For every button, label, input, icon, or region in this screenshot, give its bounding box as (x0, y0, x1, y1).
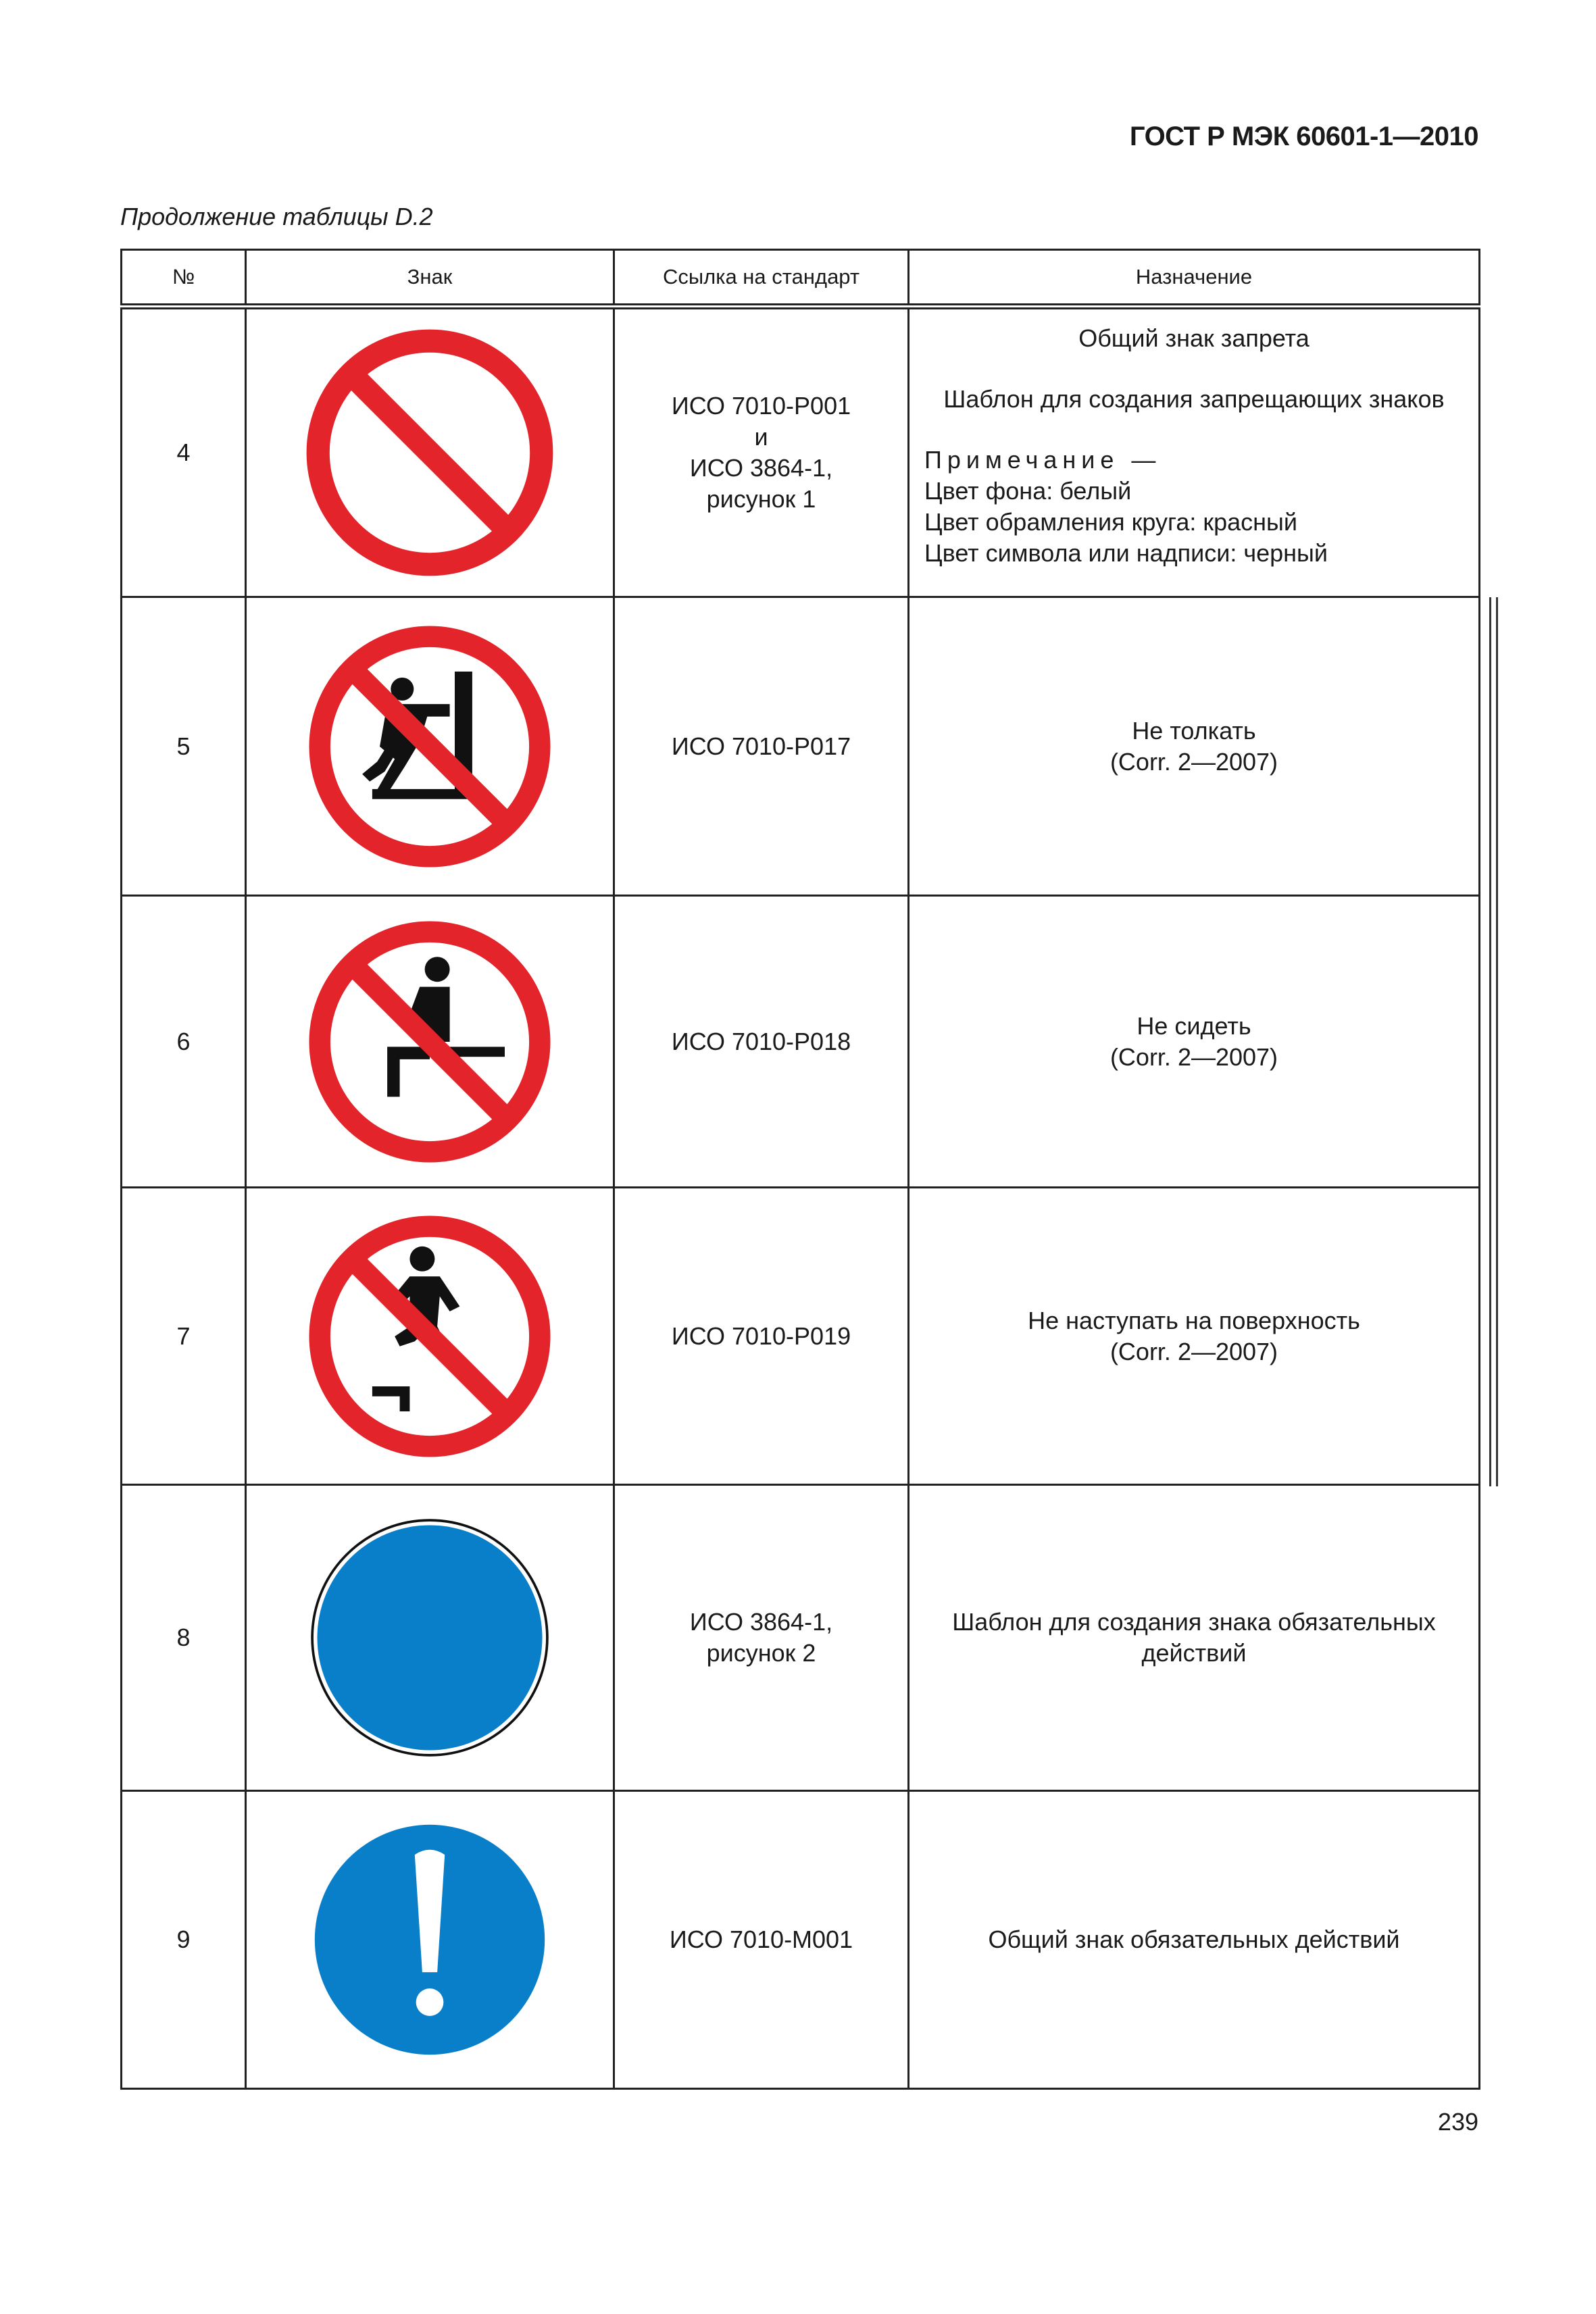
table-row (122, 1188, 1480, 1485)
standard-reference (614, 597, 909, 896)
column-header-purpose: Назначение (909, 250, 1480, 307)
reference-line: ИСО 7010-P019 (671, 1322, 851, 1350)
table-row (122, 896, 1480, 1188)
row-number: 5 (122, 597, 246, 896)
mandatory-template-icon (305, 1513, 555, 1763)
purpose-cell (909, 1188, 1480, 1485)
no-stepping-icon (305, 1211, 555, 1461)
reference-line: ИСО 7010-P001 (671, 392, 851, 420)
purpose-line: Не наступать на поверхность (1028, 1306, 1360, 1334)
reference-line: ИСО 7010-M001 (669, 1926, 853, 1953)
standard-reference (614, 307, 909, 597)
signs-table (120, 249, 1480, 2090)
purpose-title: Общий знак запрета (1078, 324, 1310, 352)
table-row (122, 307, 1480, 597)
purpose-cell (909, 1791, 1480, 2089)
reference-line: рисунок 2 (706, 1639, 816, 1667)
purpose-line: Не толкать (1132, 716, 1256, 745)
table-row (122, 1791, 1480, 2089)
general-prohibition-icon (301, 324, 558, 581)
purpose-line: Не сидеть (1137, 1011, 1251, 1040)
note-label: Примечание — (924, 446, 1162, 474)
purpose-subtitle: Шаблон для создания запрещающих знаков (943, 385, 1445, 413)
reference-line: и (754, 423, 768, 451)
change-bar-left (1489, 597, 1491, 1486)
column-header-reference: Ссылка на стандарт (614, 250, 909, 307)
reference-line: ИСО 7010-P018 (671, 1027, 851, 1055)
sign-cell (246, 307, 614, 597)
note-line: Цвет фона: белый (924, 477, 1132, 505)
purpose-cell (909, 896, 1480, 1188)
column-header-number: № (122, 250, 246, 307)
standard-reference (614, 896, 909, 1188)
row-number: 4 (122, 307, 246, 597)
purpose-line: действий (1141, 1639, 1247, 1667)
reference-line: ИСО 3864-1, (689, 1608, 833, 1636)
no-pushing-icon (305, 622, 555, 872)
reference-line: ИСО 7010-P017 (671, 732, 851, 760)
purpose-line: Общий знак обязательных действий (988, 1926, 1400, 1953)
purpose-cell (909, 1485, 1480, 1791)
table-header-row (122, 250, 1480, 307)
sign-cell (246, 1791, 614, 2089)
purpose-cell (909, 307, 1480, 597)
change-bar-right (1496, 597, 1498, 1486)
row-number: 7 (122, 1188, 246, 1485)
general-mandatory-icon (305, 1815, 555, 2065)
note-line: Цвет обрамления круга: красный (924, 508, 1298, 536)
table-row (122, 597, 1480, 896)
column-header-sign: Знак (246, 250, 614, 307)
reference-line: ИСО 3864-1, (689, 454, 833, 482)
row-number: 9 (122, 1791, 246, 2089)
standard-reference (614, 1485, 909, 1791)
reference-line: рисунок 1 (706, 485, 816, 513)
row-number: 8 (122, 1485, 246, 1791)
purpose-cell (909, 597, 1480, 896)
no-sitting-icon (305, 917, 555, 1167)
sign-cell (246, 597, 614, 896)
row-number: 6 (122, 896, 246, 1188)
table-row (122, 1485, 1480, 1791)
standard-reference (614, 1188, 909, 1485)
purpose-line: Шаблон для создания знака обязательных (952, 1608, 1436, 1636)
document-standard-header: ГОСТ Р МЭК 60601-1—2010 (1129, 122, 1478, 151)
purpose-line: (Corr. 2—2007) (1109, 747, 1278, 776)
sign-cell (246, 1188, 614, 1485)
note-line: Цвет символа или надписи: черный (924, 539, 1328, 567)
purpose-line: (Corr. 2—2007) (1109, 1042, 1278, 1071)
sign-cell (246, 896, 614, 1188)
standard-reference (614, 1791, 909, 2089)
page-number: 239 (1437, 2108, 1478, 2136)
sign-cell (246, 1485, 614, 1791)
table-continuation-caption: Продолжение таблицы D.2 (120, 203, 433, 230)
purpose-line: (Corr. 2—2007) (1109, 1337, 1278, 1365)
